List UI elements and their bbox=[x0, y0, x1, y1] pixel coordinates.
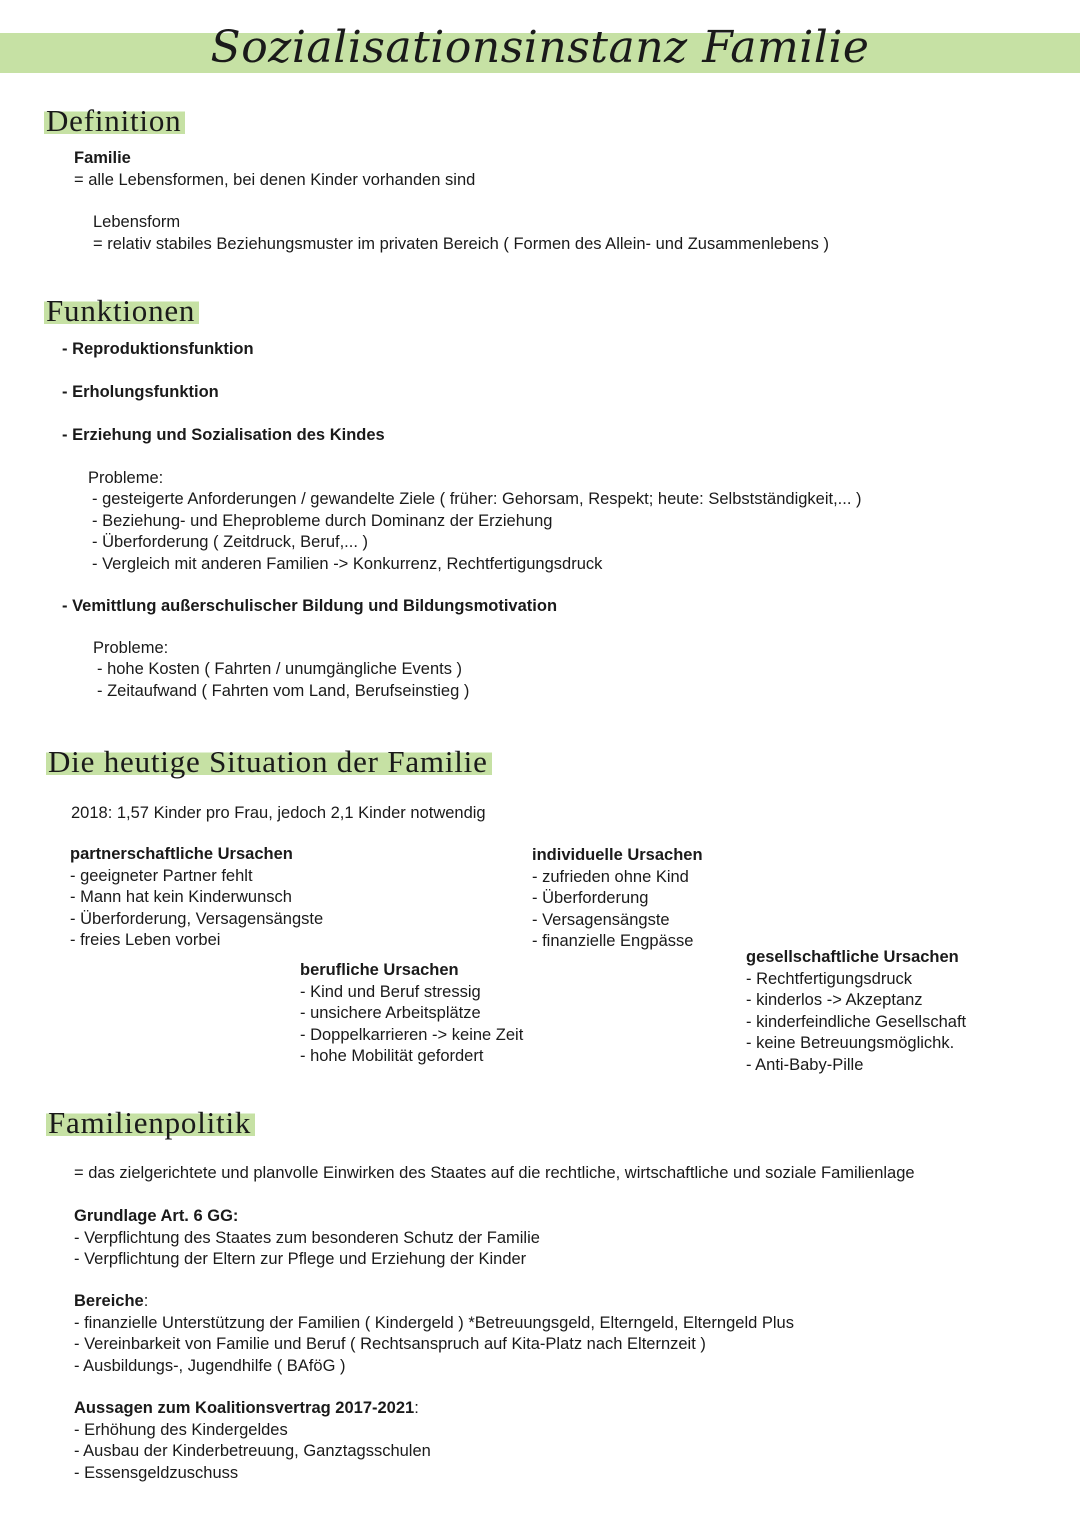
definition-lebensform: = relativ stabiles Beziehungsmuster im privaten Bereich ( Formen des Allein- und Zusammenlebens ) bbox=[93, 235, 829, 253]
term-familie: Familie bbox=[74, 149, 131, 167]
list-item: - hohe Mobilität gefordert bbox=[300, 1047, 484, 1065]
list-item: - Rechtfertigungsdruck bbox=[746, 969, 912, 988]
aussagen-block bbox=[74, 1398, 431, 1484]
page-title: Sozialisationsinstanz Familie bbox=[210, 22, 870, 73]
bereiche-colon: : bbox=[143, 1292, 149, 1310]
section-heading-funktionen: Funktionen bbox=[44, 294, 199, 328]
list-item: - Überforderung bbox=[532, 889, 649, 907]
list-item: - kinderlos -> Akzeptanz bbox=[746, 991, 923, 1009]
probleme-label: Probleme: bbox=[88, 469, 164, 487]
funktion-bildung: - Vemittlung außerschulischer Bildung und Bildungsmotivation bbox=[62, 597, 558, 615]
bereiche-block bbox=[74, 1291, 794, 1377]
aussagen-colon: : bbox=[414, 1399, 419, 1417]
list-item: - kinderfeindliche Gesellschaft bbox=[746, 1012, 967, 1031]
list-item: - Verpflichtung der Eltern zur Pflege und Erziehung der Kinder bbox=[74, 1250, 527, 1268]
list-item: - Versagensängste bbox=[532, 910, 670, 929]
probleme-label: Probleme: bbox=[93, 639, 169, 657]
aussagen-title: Aussagen zum Koalitionsvertrag 2017-2021 bbox=[74, 1399, 415, 1417]
birth-rate-stat: 2018: 1,57 Kinder pro Frau, jedoch 2,1 Kinder notwendig bbox=[71, 804, 486, 822]
ursachen-beruflich bbox=[300, 960, 523, 1068]
list-item: - Kind und Beruf stressig bbox=[300, 982, 481, 1001]
list-item: - Zeitaufwand ( Fahrten vom Land, Berufseinstieg ) bbox=[97, 681, 470, 700]
list-item: - geeigneter Partner fehlt bbox=[70, 866, 253, 885]
ursachen-partnerschaftlich bbox=[70, 844, 323, 952]
ursachen-title: individuelle Ursachen bbox=[532, 846, 703, 864]
list-item: - hohe Kosten ( Fahrten / unumgängliche Events ) bbox=[97, 660, 463, 678]
list-item: - Überforderung ( Zeitdruck, Beruf,... ) bbox=[92, 533, 369, 551]
definition-familie: = alle Lebensformen, bei denen Kinder vorhanden sind bbox=[74, 171, 476, 189]
probleme-list-erziehung bbox=[92, 489, 862, 575]
section-heading-definition: Definition bbox=[44, 104, 185, 138]
list-item: - unsichere Arbeitsplätze bbox=[300, 1004, 481, 1022]
section-heading-situation: Die heutige Situation der Familie bbox=[46, 745, 492, 779]
ursachen-title: partnerschaftliche Ursachen bbox=[70, 845, 293, 863]
section-heading-familienpolitik: Familienpolitik bbox=[46, 1106, 255, 1140]
list-item: - Erhöhung des Kindergeldes bbox=[74, 1420, 288, 1439]
ursachen-title: gesellschaftliche Ursachen bbox=[746, 948, 959, 966]
familienpolitik-definition: = das zielgerichtete und planvolle Einwirken des Staates auf die rechtliche, wirtschaftliche und soziale Familienlage bbox=[74, 1164, 915, 1182]
list-item: - finanzielle Unterstützung der Familien ( Kindergeld ) *Betreuungsgeld, Elterngeld, Elterngeld Plus bbox=[74, 1313, 794, 1332]
ursachen-individuell bbox=[532, 845, 703, 953]
grundlage-title: Grundlage Art. 6 GG: bbox=[74, 1207, 239, 1225]
term-lebensform: Lebensform bbox=[93, 213, 181, 231]
list-item: - Verpflichtung des Staates zum besonderen Schutz der Familie bbox=[74, 1228, 540, 1247]
ursachen-gesellschaftlich bbox=[746, 947, 966, 1076]
list-item: - keine Betreuungsmöglichk. bbox=[746, 1034, 955, 1052]
list-item: - Mann hat kein Kinderwunsch bbox=[70, 888, 292, 906]
list-item: - Ausbildungs-, Jugendhilfe ( BAföG ) bbox=[74, 1356, 346, 1375]
bereiche-title: Bereiche bbox=[74, 1292, 144, 1310]
list-item: - Überforderung, Versagensängste bbox=[70, 909, 324, 928]
list-item: - Essensgeldzuschuss bbox=[74, 1463, 239, 1482]
list-item: - freies Leben vorbei bbox=[70, 931, 221, 949]
funktion-erziehung: - Erziehung und Sozialisation des Kindes bbox=[62, 426, 385, 444]
list-item: - Anti-Baby-Pille bbox=[746, 1055, 864, 1074]
list-item: - gesteigerte Anforderungen / gewandelte Ziele ( früher: Gehorsam, Respekt; heute: Selbstständigkeit,... ) bbox=[92, 490, 862, 508]
list-item: - finanzielle Engpässe bbox=[532, 932, 694, 950]
funktion-reproduktion: - Reproduktionsfunktion bbox=[62, 340, 254, 358]
list-item: - zufrieden ohne Kind bbox=[532, 867, 689, 886]
funktion-erholung: - Erholungsfunktion bbox=[62, 383, 219, 401]
list-item: - Vereinbarkeit von Familie und Beruf ( Rechtsanspruch auf Kita-Platz nach Elternzeit ) bbox=[74, 1335, 706, 1353]
list-item: - Vergleich mit anderen Familien -> Konkurrenz, Rechtfertigungsdruck bbox=[92, 554, 603, 573]
list-item: - Ausbau der Kinderbetreuung, Ganztagsschulen bbox=[74, 1442, 431, 1460]
grundlage-block bbox=[74, 1206, 540, 1271]
ursachen-title: berufliche Ursachen bbox=[300, 961, 459, 979]
list-item: - Beziehung- und Eheprobleme durch Dominanz der Erziehung bbox=[92, 511, 553, 530]
probleme-list-bildung bbox=[97, 659, 469, 702]
list-item: - Doppelkarrieren -> keine Zeit bbox=[300, 1025, 524, 1044]
